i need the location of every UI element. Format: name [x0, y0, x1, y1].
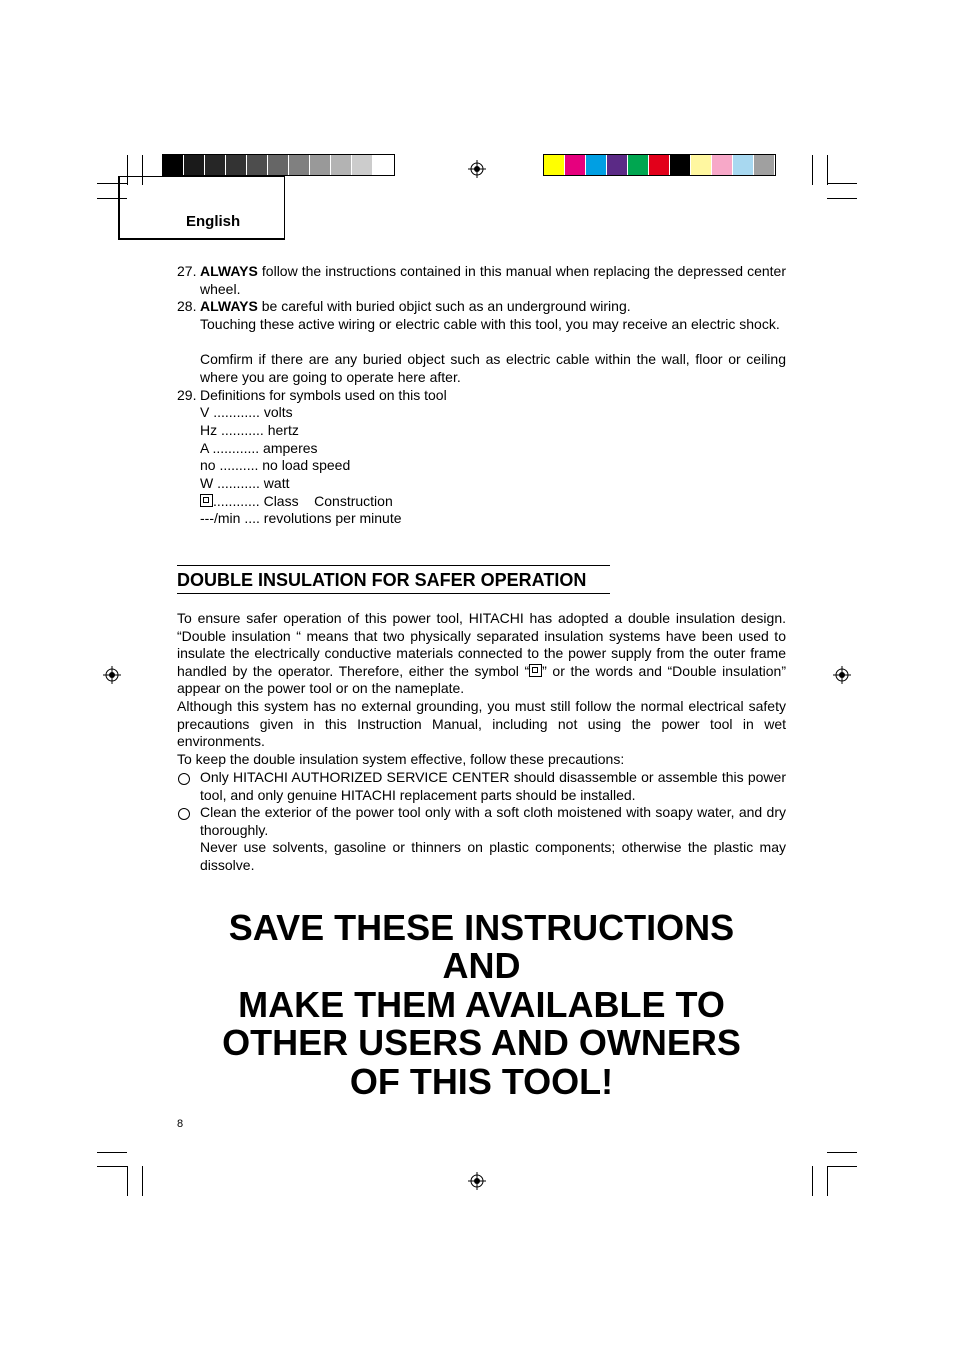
item-29-text: Definitions for symbols used on this tool [200, 387, 447, 403]
item-28-text [200, 298, 786, 316]
closing-line: MAKE THEM AVAILABLE TO [238, 984, 725, 1025]
item-body: follow the instructions contained in this manual when replacing the depressed center wheel. [200, 263, 786, 297]
registration-target-icon [468, 1172, 486, 1190]
color-swatch [712, 155, 733, 175]
color-swatch [607, 155, 628, 175]
bullet-text: Clean the exterior of the power tool only with a soft cloth moistened with soapy water, and dry thoroughly. [200, 804, 786, 838]
symbol-row: Hz ........... hertz [200, 422, 299, 438]
page-number: 8 [177, 1118, 184, 1130]
paragraph: To keep the double insulation system effective, follow these precautions: [177, 751, 625, 767]
section-heading: DOUBLE INSULATION FOR SAFER OPERATION [177, 565, 610, 594]
color-swatch [565, 155, 586, 175]
language-tab [118, 176, 285, 240]
closing-line: OTHER USERS AND OWNERS [222, 1022, 741, 1063]
language-label: English [186, 213, 241, 230]
item-27-text [200, 263, 786, 298]
double-insulation-icon [529, 664, 542, 677]
item-emphasis: ALWAYS [200, 263, 258, 279]
item-emphasis: ALWAYS [200, 298, 258, 314]
paragraph: Never use solvents, gasoline or thinners on plastic components; otherwise the plastic may dissolve. [200, 839, 786, 873]
registration-target-icon [103, 666, 121, 684]
symbol-row: ---/min .... revolutions per minute [200, 510, 402, 526]
symbol-row: W ........... watt [200, 475, 290, 491]
color-swatch [373, 155, 394, 175]
double-insulation-icon [200, 494, 213, 507]
color-swatch [289, 155, 310, 175]
color-swatch [184, 155, 205, 175]
cmyk-color-bar [544, 155, 775, 175]
color-swatch [352, 155, 373, 175]
color-swatch [586, 155, 607, 175]
item-number: 27. [177, 263, 197, 279]
paragraph: Comfirm if there are any buried object such as electric cable within the wall, floor or ceiling where you are going to operate here after. [200, 351, 786, 385]
closing-line: AND [442, 945, 521, 986]
bullet-text: Only HITACHI AUTHORIZED SERVICE CENTER should disassemble or assemble this power tool, and only genuine HITACHI replacement parts should be installed. [200, 769, 786, 803]
bullet-circle-icon [178, 807, 190, 825]
color-swatch [628, 155, 649, 175]
color-swatch [691, 155, 712, 175]
color-swatch [544, 155, 565, 175]
paragraph: To ensure safer operation of this power tool, HITACHI has adopted a double insulation design. “Double insulation “ means that two physically separated insulation systems have been used to insulate the electrically conductive materials connected to the power supply from the outer frame handled by the operator. Therefore, either the symbol “ ” or the words and “Double insulation” appear on the power tool or on the nameplate. [177, 610, 786, 697]
color-swatch [670, 155, 691, 175]
symbol-row: V ............ volts [200, 404, 293, 420]
color-swatch [268, 155, 289, 175]
bullet-circle-icon [178, 772, 190, 790]
item-number: 29. [177, 387, 197, 403]
grayscale-color-bar [163, 155, 394, 175]
color-swatch [163, 155, 184, 175]
color-swatch [331, 155, 352, 175]
symbol-row: no .......... no load speed [200, 457, 351, 473]
paragraph: Although this system has no external grounding, you must still follow the normal electrical safety precautions given in this Instruction Manual, including not using the power tool in wet environments. [177, 698, 786, 750]
symbol-row: A ............ amperes [200, 440, 318, 456]
closing-line: SAVE THESE INSTRUCTIONS [228, 907, 735, 948]
color-swatch [310, 155, 331, 175]
paragraph: Touching these active wiring or electric cable with this tool, you may receive an electric shock. [200, 316, 780, 332]
registration-target-icon [833, 666, 851, 684]
color-swatch [226, 155, 247, 175]
item-body: be careful with buried objict such as an underground wiring. [257, 298, 631, 314]
color-swatch [649, 155, 670, 175]
registration-target-icon [468, 160, 486, 178]
item-number: 28. [177, 298, 197, 314]
color-swatch [754, 155, 775, 175]
symbol-row: ............ Class Construction [200, 493, 393, 511]
color-swatch [247, 155, 268, 175]
closing-line: OF THIS TOOL! [349, 1061, 614, 1102]
color-swatch [733, 155, 754, 175]
color-swatch [205, 155, 226, 175]
